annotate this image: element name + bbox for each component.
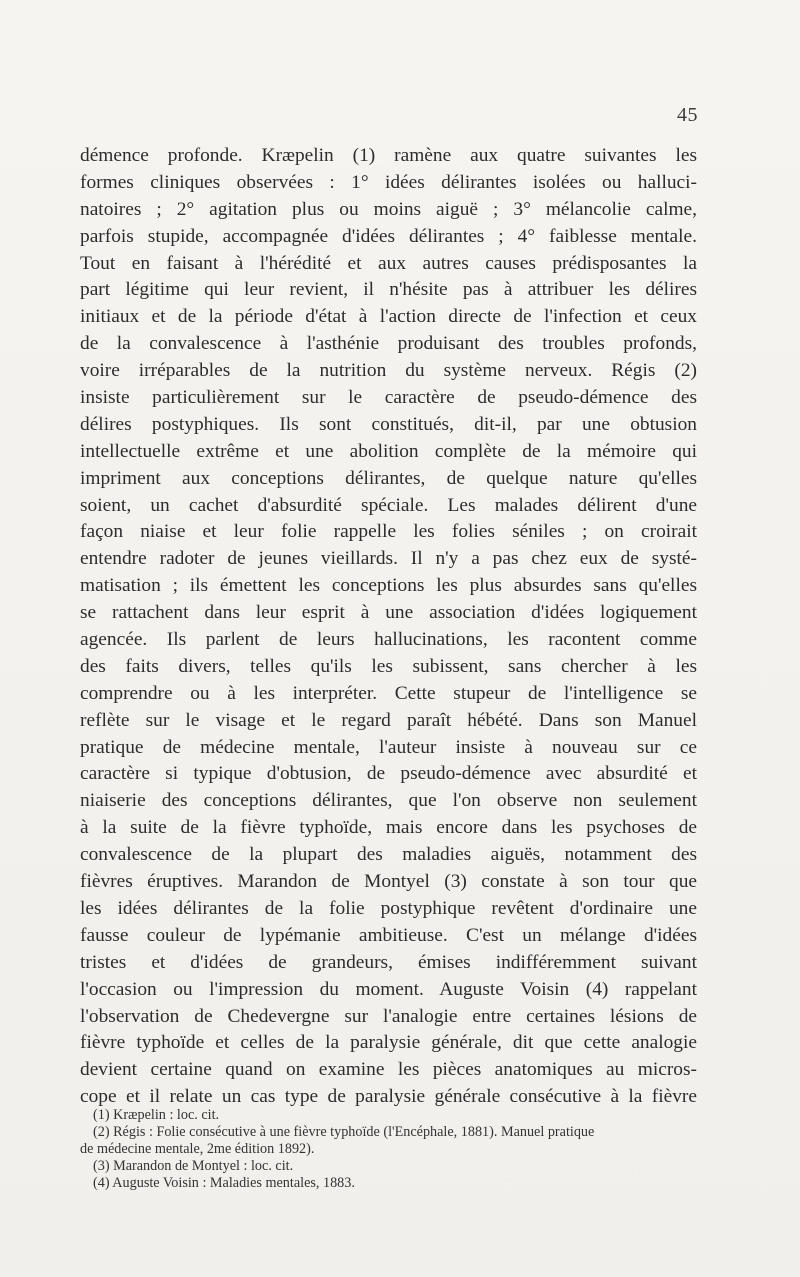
footnote-3: (3) Marandon de Montyel : loc. cit. bbox=[93, 1158, 294, 1175]
text-line: entendre radoter de jeunes vieillards. Il n'y a pas chez eux de systé- bbox=[80, 548, 697, 570]
text-line: à la suite de la fièvre typhoïde, mais encore dans les psychoses de bbox=[80, 817, 697, 839]
text-line: des faits divers, telles qu'ils les subissent, sans chercher à les bbox=[80, 655, 697, 677]
text-line: fausse couleur de lypémanie ambitieuse. C'est un mélange d'idées bbox=[80, 924, 697, 946]
text-line: initiaux et de la période d'état à l'action directe de l'infection et ceux bbox=[80, 306, 697, 328]
text-line: cope et il relate un cas type de paralysie générale consécutive à la fièvre bbox=[80, 1086, 697, 1108]
text-line: voire irréparables de la nutrition du système nerveux. Régis (2) bbox=[80, 360, 697, 382]
text-line: part légitime qui leur revient, il n'hésite pas à attribuer les délires bbox=[80, 279, 697, 301]
text-line: l'observation de Chedevergne sur l'analogie entre certaines lésions de bbox=[80, 1005, 697, 1027]
text-line: agencée. Ils parlent de leurs hallucinations, les racontent comme bbox=[80, 629, 697, 651]
text-line: intellectuelle extrême et une abolition complète de la mémoire qui bbox=[80, 440, 697, 462]
text-line: convalescence de la plupart des maladies aiguës, notamment des bbox=[80, 844, 697, 866]
page-number: 45 bbox=[677, 104, 698, 126]
text-line: caractère si typique d'obtusion, de pseudo-démence avec absurdité et bbox=[80, 763, 697, 785]
text-line: reflète sur le visage et le regard paraît hébété. Dans son Manuel bbox=[80, 709, 697, 731]
text-line: tristes et d'idées de grandeurs, émises indifféremment suivant bbox=[80, 951, 697, 973]
text-line: délires postyphiques. Ils sont constitués, dit-il, par une obtusion bbox=[80, 413, 697, 435]
text-line: niaiserie des conceptions délirantes, que l'on observe non seulement bbox=[80, 790, 697, 812]
text-line: façon niaise et leur folie rappelle les folies séniles ; on croirait bbox=[80, 521, 697, 543]
footnote-1: (1) Kræpelin : loc. cit. bbox=[93, 1107, 220, 1123]
text-line: devient certaine quand on examine les pièces anatomiques au micros- bbox=[80, 1059, 697, 1081]
text-line: natoires ; 2° agitation plus ou moins aiguë ; 3° mélancolie calme, bbox=[80, 198, 697, 220]
text-line: se rattachent dans leur esprit à une association d'idées logiquement bbox=[80, 602, 697, 624]
text-line: parfois stupide, accompagnée d'idées délirantes ; 4° faiblesse mentale. bbox=[80, 225, 697, 247]
text-line: formes cliniques observées : 1° idées délirantes isolées ou halluci- bbox=[80, 171, 697, 193]
text-line: fièvre typhoïde et celles de la paralysie générale, dit que cette analogie bbox=[80, 1032, 697, 1054]
text-line: insiste particulièrement sur le caractère de pseudo-démence des bbox=[80, 387, 697, 409]
footnote-4: (4) Auguste Voisin : Maladies mentales, 1883. bbox=[93, 1175, 355, 1192]
text-line: pratique de médecine mentale, l'auteur insiste à nouveau sur ce bbox=[80, 736, 697, 758]
text-line: démence profonde. Kræpelin (1) ramène aux quatre suivantes les bbox=[80, 145, 697, 166]
text-line: comprendre ou à les interpréter. Cette stupeur de l'intelligence se bbox=[80, 682, 697, 704]
body-text bbox=[80, 143, 697, 1111]
text-line: soient, un cachet d'absurdité spéciale. Les malades délirent d'une bbox=[80, 494, 697, 516]
text-line: l'occasion ou l'impression du moment. Auguste Voisin (4) rappelant bbox=[80, 978, 697, 1000]
footnotes bbox=[80, 1107, 700, 1192]
text-line: fièvres éruptives. Marandon de Montyel (3) constate à son tour que bbox=[80, 871, 697, 893]
text-line: impriment aux conceptions délirantes, de quelque nature qu'elles bbox=[80, 467, 697, 489]
text-line: les idées délirantes de la folie postyphique revêtent d'ordinaire une bbox=[80, 897, 697, 919]
text-line: de la convalescence à l'asthénie produisant des troubles profonds, bbox=[80, 333, 697, 355]
footnote-2-continuation: de médecine mentale, 2me édition 1892). bbox=[80, 1141, 315, 1158]
footnote-2: (2) Régis : Folie consécutive à une fièvre typhoïde (l'Encéphale, 1881). Manuel pratique bbox=[93, 1124, 595, 1141]
text-line: matisation ; ils émettent les conceptions les plus absurdes sans qu'elles bbox=[80, 575, 697, 597]
text-line: Tout en faisant à l'hérédité et aux autres causes prédisposantes la bbox=[80, 252, 697, 274]
